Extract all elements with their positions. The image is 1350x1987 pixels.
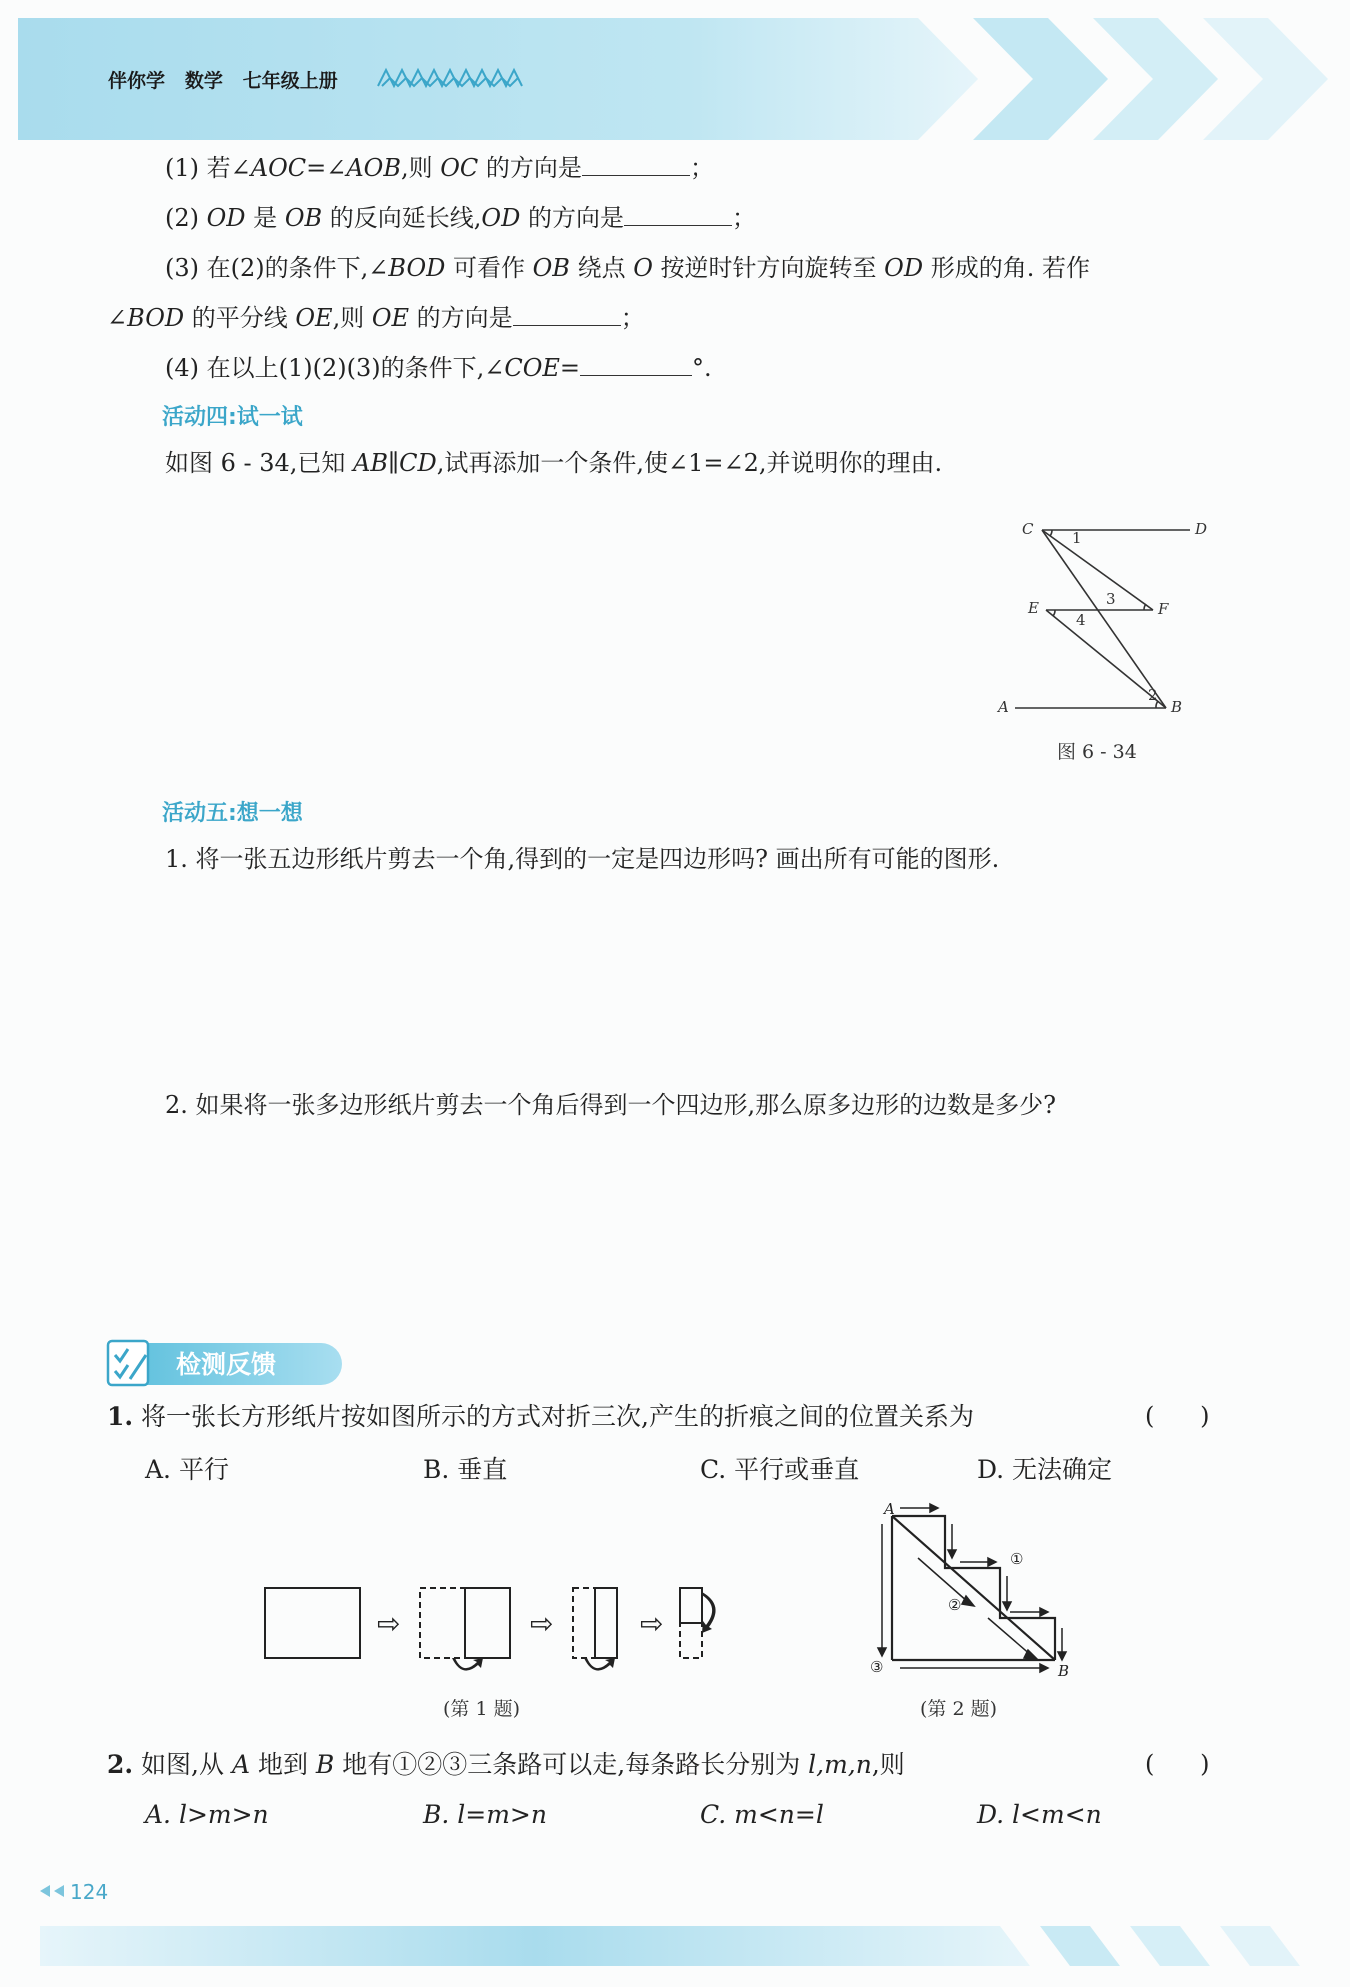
q2-suffix: 的方向是 [520, 204, 624, 232]
q1-then: ,则 [400, 154, 441, 182]
activity-4-text [165, 448, 942, 478]
q3b-prefix: ∠ [107, 304, 128, 332]
q4-end: °. [692, 354, 712, 382]
q2-t1: 是 [245, 204, 285, 232]
route-2-label: ② [948, 1596, 962, 1614]
q3-t3: 按逆时针方向旋转至 [652, 254, 885, 282]
page-arrows-icon [40, 1880, 70, 1902]
folding-diagram [255, 1570, 730, 1685]
q2-t2: 的反向延长线, [322, 204, 482, 232]
label-f: F [1158, 600, 1169, 618]
fq2-number: 2. [107, 1750, 134, 1779]
question-3-line-2 [107, 303, 645, 333]
question-1 [165, 153, 714, 183]
q3b-oe2: OE [371, 304, 410, 332]
q1-eq: =∠ [306, 154, 347, 182]
fq2-text-a: 如图,从 [133, 1750, 232, 1779]
activity-5-question-1: 1. 将一张五边形纸片剪去一个角,得到的一定是四边形吗? 画出所有可能的图形. [165, 845, 1000, 873]
activity-4-title: 活动四:试一试 [162, 405, 303, 430]
q3b-suffix: 的方向是 [409, 304, 513, 332]
question-4 [165, 353, 712, 383]
fq2-a: A [231, 1750, 251, 1779]
q3b-t2: ,则 [332, 304, 372, 332]
angle-3: 3 [1106, 590, 1116, 608]
q3-ob: OB [532, 254, 570, 282]
fq1-number: 1. [107, 1402, 134, 1431]
q2-od2: OD [481, 204, 521, 232]
label-a: A [884, 1500, 895, 1518]
q3-t1: 可看作 [445, 254, 533, 282]
angle-1: 1 [1072, 529, 1082, 547]
fq2-text-d: ,则 [871, 1750, 905, 1779]
fq2-option-c[interactable]: C. m<n=l [700, 1800, 824, 1829]
checklist-icon [108, 1341, 148, 1385]
q3-o: O [633, 254, 653, 282]
header-book: 伴你学 [108, 70, 166, 92]
q1-end: ； [689, 154, 714, 182]
q2-end: ； [731, 204, 756, 232]
q3b-end: ； [620, 304, 645, 332]
label-d: D [1195, 520, 1208, 538]
q3b-oe: OE [295, 304, 333, 332]
fq2-option-b[interactable]: B. l=m>n [423, 1800, 547, 1829]
arrow-right-icon: ⇨ [530, 1607, 554, 1640]
act4-text-a: 如图 6 - 34,已知 [165, 449, 354, 477]
question-3-line-1 [165, 253, 1090, 283]
activity-5-question-2: 2. 如果将一张多边形纸片剪去一个角后得到一个四边形,那么原多边形的边数是多少? [165, 1091, 1057, 1119]
q1-suffix: 的方向是 [478, 154, 582, 182]
fq2-b: B [315, 1750, 335, 1779]
fq2-option-d[interactable]: D. l<m<n [977, 1800, 1102, 1829]
q1-oc: OC [440, 154, 479, 182]
fq1-answer-paren[interactable]: ( ) [1145, 1402, 1210, 1430]
fq1-option-d[interactable]: D. 无法确定 [977, 1455, 1113, 1484]
answer-blank[interactable] [513, 303, 621, 326]
label-c: C [1022, 520, 1034, 538]
q3-t4: 形成的角. 若作 [923, 254, 1090, 282]
act4-cd: CD [399, 449, 437, 477]
footer-band [40, 1926, 1330, 1966]
label-b: B [1058, 1662, 1070, 1680]
fq2-option-a[interactable]: A. l>m>n [145, 1800, 269, 1829]
label-b: B [1171, 698, 1183, 716]
figure-6-34-caption: 图 6 - 34 [1057, 741, 1137, 763]
q3b-t1: 的平分线 [184, 304, 296, 332]
q2-od: OD [206, 204, 246, 232]
q1-aob: AOB [346, 154, 401, 182]
fq2-answer-paren[interactable]: ( ) [1145, 1750, 1210, 1778]
q3b-bod: BOD [127, 304, 185, 332]
answer-blank[interactable] [624, 203, 732, 226]
q3-prefix: (3) 在(2)的条件下,∠ [165, 254, 389, 282]
angle-4: 4 [1076, 611, 1086, 629]
answer-blank[interactable] [580, 353, 692, 376]
q4-coe: COE [504, 354, 560, 382]
fq1-figure-caption: (第 1 题) [443, 1698, 520, 1720]
angle-2: 2 [1148, 686, 1158, 704]
header-grade: 七年级上册 [242, 70, 338, 92]
q4-eq: = [559, 354, 581, 382]
feedback-banner-title: 检测反馈 [176, 1350, 277, 1379]
q2-ob: OB [284, 204, 323, 232]
fq1-option-a[interactable]: A. 平行 [145, 1455, 229, 1484]
fq1-option-b[interactable]: B. 垂直 [423, 1455, 508, 1484]
feedback-question-1 [107, 1402, 974, 1432]
arrow-right-icon: ⇨ [640, 1607, 664, 1640]
feedback-question-2 [107, 1750, 905, 1780]
paper-rect [265, 1588, 360, 1658]
header-subject: 数学 [184, 70, 223, 92]
q3-od: OD [884, 254, 924, 282]
fq2-figure-caption: (第 2 题) [920, 1698, 997, 1720]
fq2-vars: l,m,n [808, 1750, 872, 1779]
feedback-banner [106, 1335, 346, 1391]
act4-text-b: ,试再添加一个条件,使∠1=∠2,并说明你的理由. [436, 449, 943, 477]
act4-ab: AB [353, 449, 389, 477]
header-title [108, 66, 338, 93]
label-a: A [998, 698, 1009, 716]
fq2-text-c: 地有①②③三条路可以走,每条路长分别为 [334, 1750, 809, 1779]
label-e: E [1028, 599, 1039, 617]
question-2 [165, 203, 756, 233]
act4-parallel: ∥ [388, 449, 400, 477]
fq2-text-b: 地到 [250, 1750, 316, 1779]
fq1-text: 将一张长方形纸片按如图所示的方式对折三次,产生的折痕之间的位置关系为 [133, 1402, 975, 1431]
answer-blank[interactable] [582, 153, 690, 176]
activity-5-title: 活动五:想一想 [162, 801, 303, 826]
q3-bod: BOD [388, 254, 446, 282]
figure-6-34 [980, 510, 1220, 725]
line-cf [1042, 530, 1153, 610]
route-1-label: ① [1010, 1550, 1024, 1568]
page-number: 124 [70, 1880, 109, 1904]
q1-aoc: AOC [250, 154, 307, 182]
route-3-label: ③ [870, 1658, 884, 1676]
paths-diagram [870, 1500, 1075, 1680]
line-cb [1042, 530, 1166, 708]
q2-prefix: (2) [165, 204, 207, 232]
q1-prefix: (1) 若∠ [165, 154, 251, 182]
arrow-right-icon: ⇨ [377, 1607, 401, 1640]
fq1-option-c[interactable]: C. 平行或垂直 [700, 1455, 860, 1484]
q3-t2: 绕点 [569, 254, 634, 282]
q4-prefix: (4) 在以上(1)(2)(3)的条件下,∠ [165, 354, 505, 382]
